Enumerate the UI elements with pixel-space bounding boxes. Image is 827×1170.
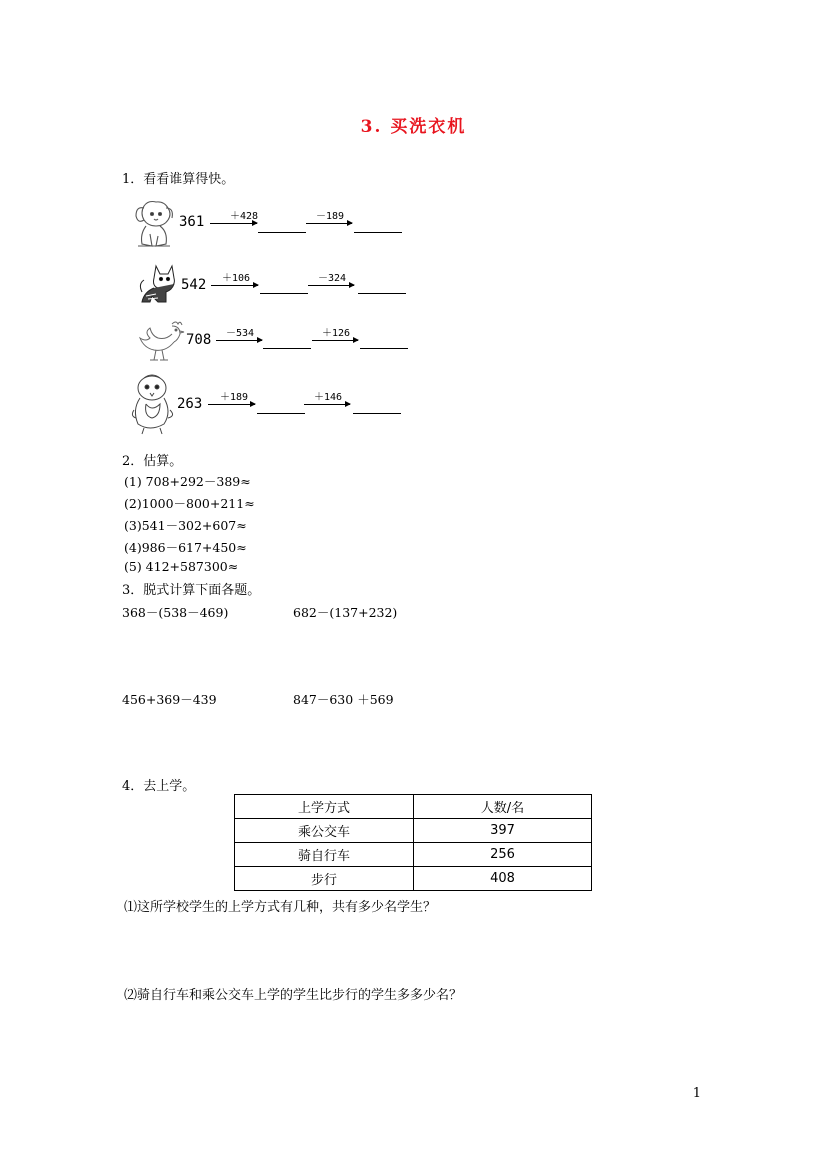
q4-sub-question-1: ⑴这所学校学生的上学方式有几种，共有多少名学生？: [124, 900, 437, 915]
commute-table: [234, 794, 592, 891]
q4-sub-question-2: ⑵骑自行车和乘公交车上学的学生比步行的学生多多少名？: [124, 988, 463, 1003]
q4-heading: 4．去上学。: [122, 779, 196, 794]
table-cell: 骑自行车: [235, 843, 414, 867]
table-cell: 乘公交车: [235, 819, 414, 843]
calc-item-1: 368－(538－469): [122, 605, 229, 620]
column-header: 人数/名: [414, 795, 592, 819]
estimate-item-1: (1) 708+292－389≈: [124, 474, 251, 489]
arrow-icon: [216, 340, 262, 341]
arrow-icon: [208, 404, 255, 405]
q1-heading: 1．看看谁算得快。: [122, 172, 235, 187]
table-row: [235, 867, 592, 891]
start-number: 542: [181, 277, 207, 293]
column-header: 上学方式: [235, 795, 414, 819]
answer-blank-2[interactable]: [353, 413, 401, 414]
arrow-icon: [304, 404, 350, 405]
table-cell: 步行: [235, 867, 414, 891]
table-cell: 256: [414, 843, 592, 867]
table-row: [235, 843, 592, 867]
answer-blank-2[interactable]: [360, 348, 408, 349]
chick-icon: [130, 374, 178, 436]
arrow-icon: [308, 285, 354, 286]
page-title: 3. 买洗衣机: [360, 117, 467, 137]
operation-1: ＋106: [222, 273, 251, 284]
chain-row-1: [130, 198, 430, 258]
answer-blank-1[interactable]: [260, 293, 308, 294]
arrow-icon: [312, 340, 358, 341]
cat-icon: [136, 262, 182, 306]
calc-item-2: 682－(137+232): [293, 605, 398, 620]
table-header-row: [235, 795, 592, 819]
answer-blank-1[interactable]: [257, 413, 305, 414]
chain-row-2: [130, 262, 430, 322]
operation-1: －534: [226, 328, 255, 339]
answer-blank-1[interactable]: [258, 232, 306, 233]
answer-blank-2[interactable]: [358, 293, 406, 294]
q2-heading: 2．估算。: [122, 454, 183, 469]
rooster-icon: [136, 318, 188, 362]
answer-blank-1[interactable]: [263, 348, 311, 349]
operation-1: ＋428: [230, 211, 259, 222]
arrow-icon: [210, 223, 257, 224]
start-number: 361: [179, 214, 205, 230]
table-row: [235, 819, 592, 843]
arrow-icon: [306, 223, 352, 224]
q3-heading: 3．脱式计算下面各题。: [122, 583, 261, 598]
operation-2: －189: [316, 211, 345, 222]
arrow-icon: [211, 285, 258, 286]
chain-row-3: [130, 318, 430, 378]
answer-blank-2[interactable]: [354, 232, 402, 233]
operation-1: ＋189: [220, 392, 249, 403]
start-number: 708: [186, 332, 212, 348]
table-cell: 397: [414, 819, 592, 843]
operation-2: ＋126: [322, 328, 351, 339]
chain-row-4: [130, 374, 430, 434]
estimate-item-5: (5) 412+587300≈: [124, 559, 239, 574]
table-cell: 408: [414, 867, 592, 891]
calc-item-3: 456+369－439: [122, 692, 217, 707]
page-number: 1: [692, 1086, 701, 1101]
estimate-item-4: (4)986－617+450≈: [124, 540, 247, 555]
operation-2: ＋146: [314, 392, 343, 403]
operation-2: －324: [318, 273, 347, 284]
start-number: 263: [177, 396, 203, 412]
estimate-item-3: (3)541－302+607≈: [124, 518, 247, 533]
estimate-item-2: (2)1000－800+211≈: [124, 496, 255, 511]
calc-item-4: 847－630 ＋569: [293, 692, 394, 707]
dog-icon: [130, 198, 178, 250]
